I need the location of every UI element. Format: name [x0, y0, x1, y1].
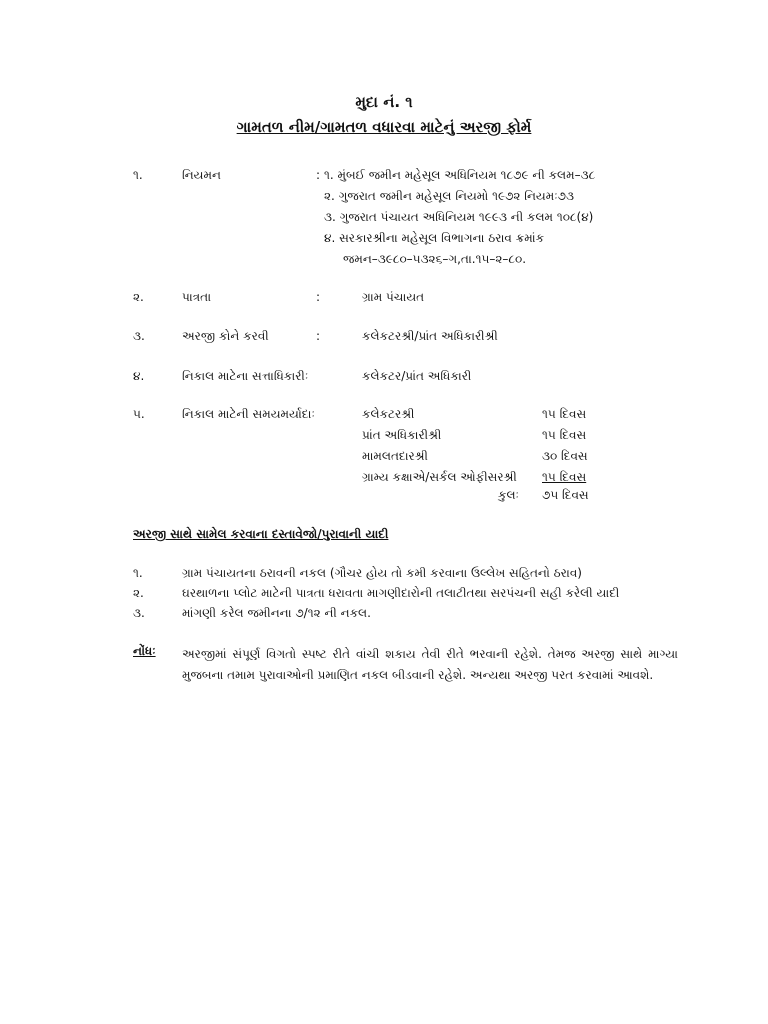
row-4-number: ૪. [133, 369, 145, 383]
row-1-line-4: ૪. સરકારશ્રીના મહેસૂલ વિભાગના ઠરાવ ક્રમાંક [324, 231, 545, 245]
document-item-number: ૨. [133, 586, 144, 600]
row-4-label: નિકાલ માટેના સત્તાધિકારીઃ [182, 369, 309, 383]
document-subtitle [0, 118, 768, 136]
row-1-label: નિયમન [182, 168, 221, 182]
timeline-office: પ્રાંત અધિકારીશ્રી [362, 428, 442, 442]
document-item-number: ૧. [133, 566, 143, 580]
note-label-text: નોંધ [133, 644, 156, 658]
row-2-colon: : [316, 290, 321, 304]
row-1-line-3: ૩. ગુજરાત પંચાયત અધિનિયમ ૧૯૯૩ ની કલમ ૧૦૮(૪) [324, 210, 594, 224]
document-item-number: ૩. [133, 606, 145, 620]
document-title: મુદા નં. ૧ [355, 93, 413, 111]
timeline-office: ગ્રામ્ય કક્ષાએ/સર્કલ ઓફીસરશ્રી [362, 470, 517, 484]
document-item-text: માંગણી કરેલ જમીનના ૭/૧૨ ની નકલ. [182, 606, 371, 620]
note-text: અરજીમાં સંપૂર્ણ વિગતો સ્પષ્ટ રીતે વાંચી શકાય તેવી રીતે ભરવાની રહેશે. તેમજ અરજી સાથે માગ્યા મુજબના તમામ પુરાવાઓની પ્રમાણિત નકલ બીડવાની રહેશે. અન્યથા અરજી પરત કરવામાં આવશે. [182, 647, 678, 682]
row-1-line-5: જમન–૩૯૮૦–૫૩૨૬–ગ,તા.૧૫–૨–૮૦. [343, 252, 527, 266]
row-2-label: પાત્રતા [182, 290, 212, 304]
row-3-number: ૩. [133, 329, 145, 343]
row-1-colon: : [316, 168, 321, 182]
subtitle-text: ગામતળ નીમ/ગામતળ વધારવા માટેનું અરજી ફોર્મ [236, 118, 532, 136]
timeline-days: ૧૫ દિવસ [542, 470, 587, 484]
note-label [133, 644, 156, 659]
total-days: ૭૫ દિવસ [542, 488, 589, 502]
row-5-number: ૫. [133, 407, 145, 421]
timeline-days: ૧૫ દિવસ [542, 407, 587, 421]
row-5-label: નિકાલ માટેની સમયમર્યાદાઃ [182, 407, 315, 421]
timeline-office: મામલતદારશ્રી [362, 449, 428, 463]
timeline-office: કલેકટરશ્રી [362, 407, 415, 421]
total-label: કુલઃ [498, 488, 519, 502]
document-item-text: ઘરથાળના પ્લોટ માટેની પાત્રતા ધરાવતા માગણીદારોની તલાટીતથા સરપંચની સહી કરેલી યાદી [182, 586, 620, 600]
row-3-label: અરજી કોને કરવી [182, 329, 269, 343]
row-4-value: કલેકટર/પ્રાંત અધિકારી [362, 369, 472, 383]
documents-heading: અરજી સાથે સામેલ કરવાના દસ્તાવેજો/પુરાવાની યાદી [133, 527, 389, 541]
row-1-line-1: ૧. મુંબઈ જમીન મહેસૂલ અધિનિયમ ૧૮૭૯ ની કલમ–૩૮ [324, 168, 596, 182]
row-2-value: ગ્રામ પંચાયત [362, 290, 425, 304]
row-2-number: ૨. [133, 290, 144, 304]
row-1-number: ૧. [133, 168, 143, 182]
timeline-days: ૧૫ દિવસ [542, 428, 587, 442]
document-item-text: ગ્રામ પંચાયતના ઠરાવની નકલ (ગૌચર હોય તો કમી કરવાના ઉલ્લેખ સહિતનો ઠરાવ) [182, 566, 582, 580]
timeline-days: ૩૦ દિવસ [542, 449, 588, 463]
row-3-colon: : [316, 329, 321, 343]
row-3-value: કલેકટરશ્રી/પ્રાંત અધિકારીશ્રી [362, 329, 498, 343]
row-1-line-2: ૨. ગુજરાત જમીન મહેસૂલ નિયમો ૧૯૭૨ નિયમઃ૭૩ [324, 189, 574, 203]
